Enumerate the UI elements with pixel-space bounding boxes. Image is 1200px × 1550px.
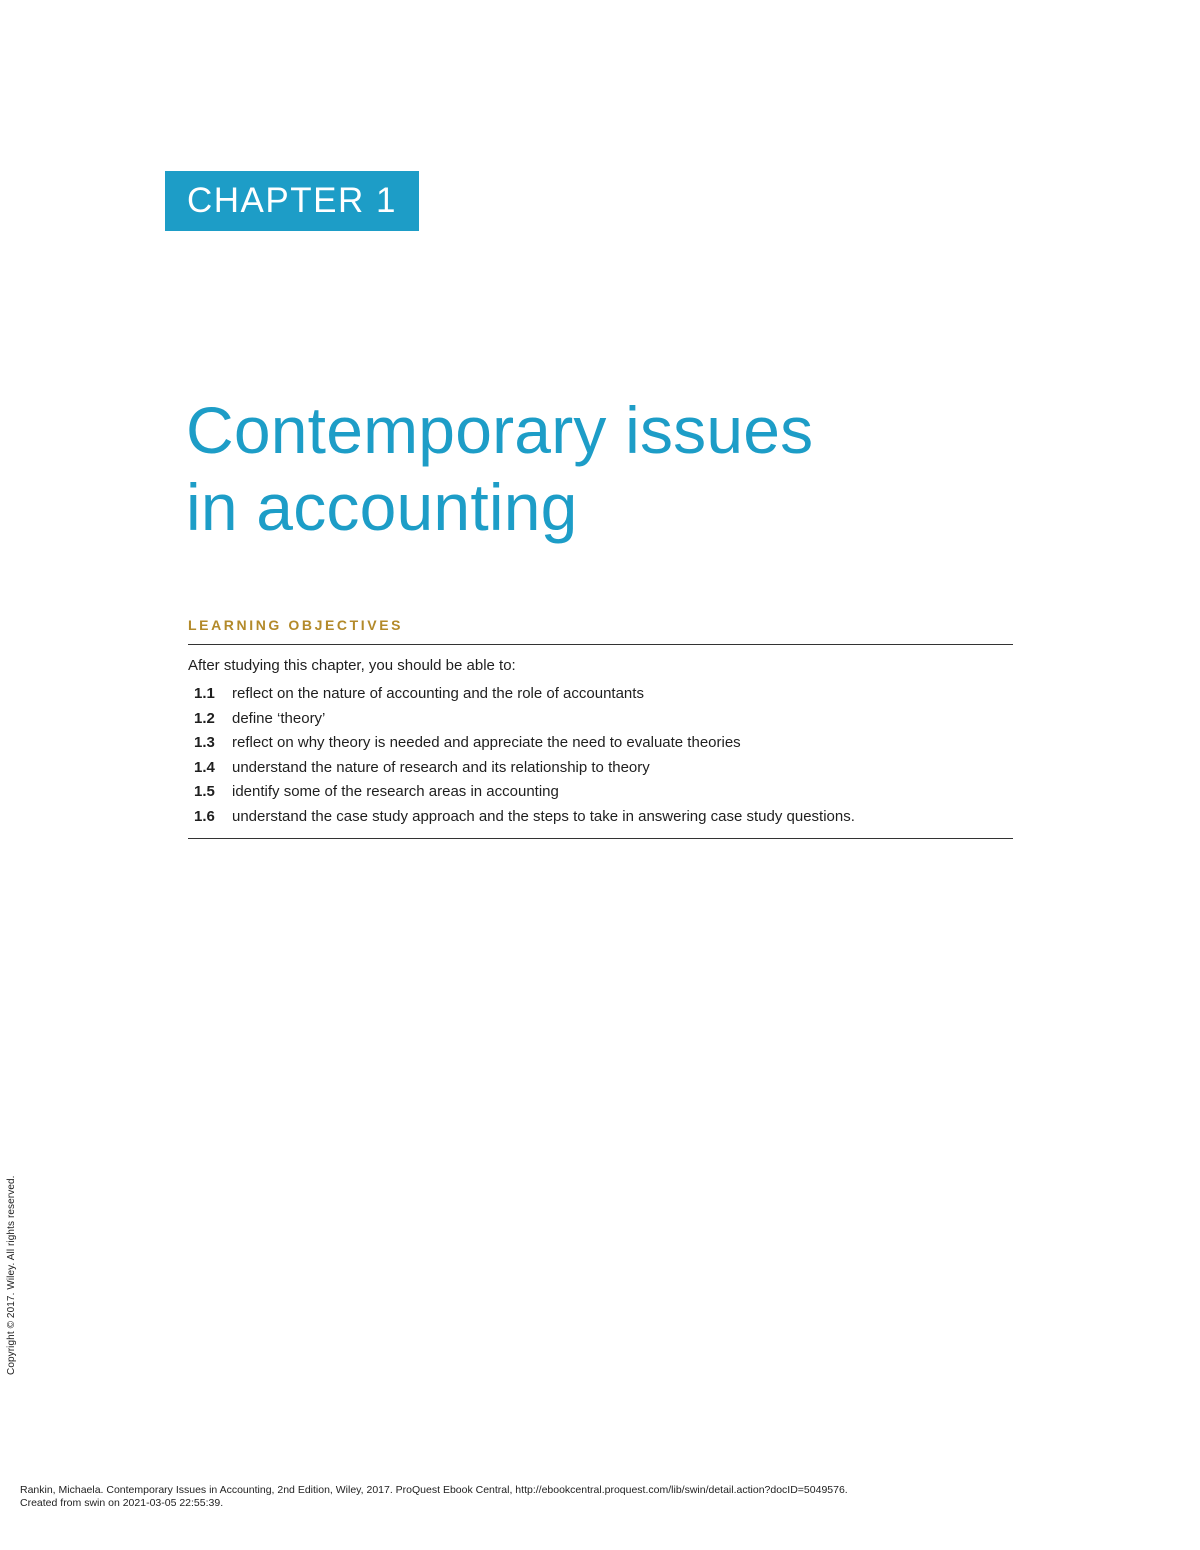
- copyright-notice: Copyright © 2017. Wiley. All rights reserved.: [6, 1175, 17, 1375]
- objective-number: 1.6: [194, 807, 215, 825]
- objective-text: reflect on the nature of accounting and the role of accountants: [232, 685, 644, 702]
- objective-number: 1.2: [194, 709, 215, 727]
- objective-number: 1.3: [194, 734, 215, 751]
- objective-item: [194, 805, 855, 830]
- objective-text: define ‘theory’: [232, 709, 326, 727]
- objective-text: understand the case study approach and the steps to take in answering case study questions.: [232, 807, 855, 825]
- objective-item: [194, 731, 855, 756]
- chapter-title-line-1: Contemporary issues: [186, 393, 814, 467]
- objective-number: 1.1: [194, 685, 215, 702]
- learning-objectives-list: [194, 682, 855, 829]
- top-divider: [188, 644, 1013, 645]
- chapter-title: [186, 392, 1046, 546]
- objective-text: identify some of the research areas in accounting: [232, 783, 559, 800]
- footer-citation: Rankin, Michaela. Contemporary Issues in Accounting, 2nd Edition, Wiley, 2017. ProQuest Ebook Central, http://ebookcentral.proquest.com/lib/swin/detail.action?docID=5049576.: [20, 1484, 848, 1496]
- objective-item: [194, 682, 855, 707]
- objective-text: reflect on why theory is needed and appreciate the need to evaluate theories: [232, 734, 741, 751]
- chapter-title-line-2: in accounting: [186, 470, 578, 544]
- learning-objectives-heading: LEARNING OBJECTIVES: [188, 617, 404, 633]
- objective-text: understand the nature of research and its relationship to theory: [232, 758, 650, 776]
- objective-item: [194, 756, 855, 781]
- page-footer: [20, 1484, 848, 1510]
- learning-objectives-intro: After studying this chapter, you should be able to:: [188, 657, 516, 674]
- objective-item: [194, 780, 855, 805]
- footer-created: Created from swin on 2021-03-05 22:55:39.: [20, 1497, 224, 1509]
- objective-number: 1.5: [194, 783, 215, 800]
- chapter-label: CHAPTER 1: [165, 171, 419, 231]
- objective-item: [194, 707, 855, 732]
- objective-number: 1.4: [194, 758, 215, 776]
- bottom-divider: [188, 838, 1013, 839]
